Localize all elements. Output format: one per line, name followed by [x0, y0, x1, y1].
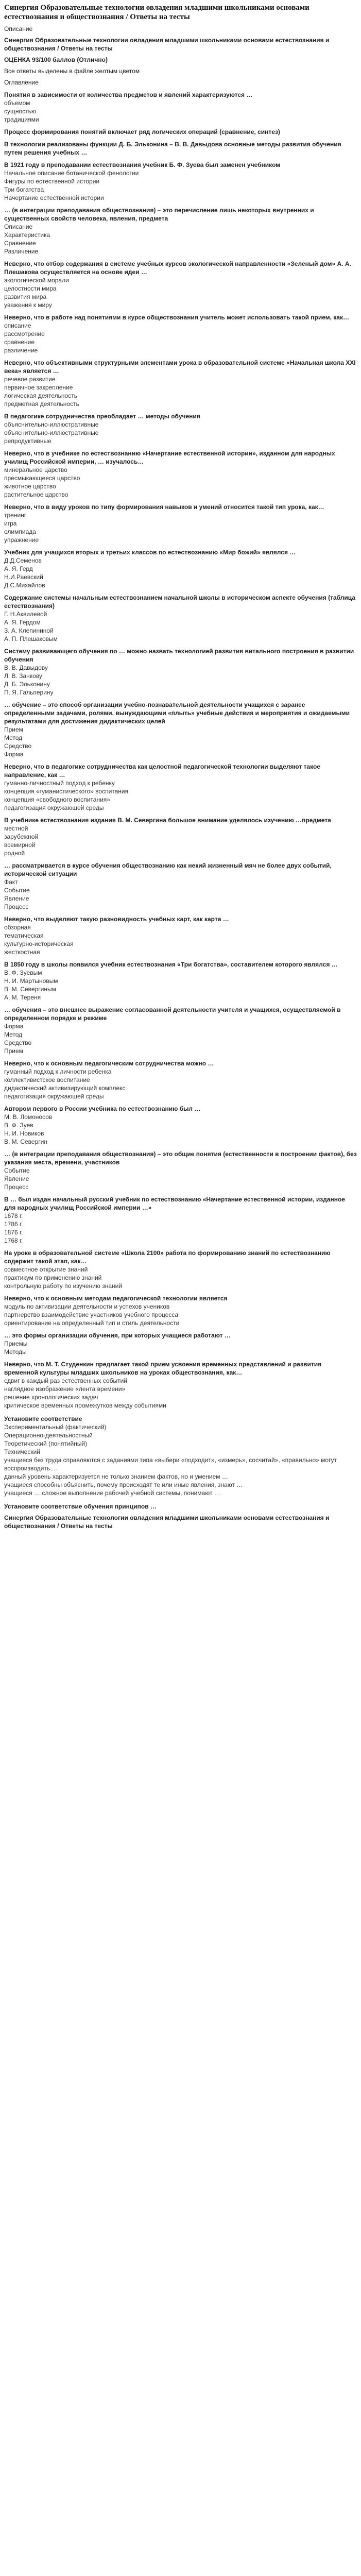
answer-option: критическое временных промежутков между событиями [4, 1402, 166, 1409]
question-text: Неверно, что в учебнике по естествознанию «Начертание естественной истории», изданном для народных училищ Российской империи, … изучалось… [4, 450, 335, 465]
answer-option: практикум по применению знаний [4, 1274, 102, 1281]
answer-option: Фигуры по естественной истории [4, 178, 100, 185]
answer-option: Средство [4, 1039, 32, 1046]
answer-option: Три богатства [4, 186, 44, 193]
answer-option: Явление [4, 1175, 29, 1182]
heading-line: ОЦЕНКА 93/100 баллов (Отлично) [4, 56, 108, 63]
question-text: Неверно, что в виду уроков по типу формирования навыков и умений относится такой тип урока, как… [4, 503, 324, 511]
question-text: … (в интеграции преподавания обществознания) – это перечисление лишь некоторых внутренних и существенных свойств человека, явления, предмета [4, 207, 314, 222]
answer-option: партнерство взаимодействие участников учебного процесса [4, 1311, 179, 1318]
answer-option: сравнение [4, 338, 35, 346]
answer-option: растительное царство [4, 491, 68, 498]
text-line: Все ответы выделены в файле желтым цветом [4, 67, 140, 75]
answer-option: обзорная [4, 924, 31, 931]
answer-option: Метод [4, 1031, 23, 1038]
answer-option: объяснительно-иллюстративные [4, 429, 99, 436]
answer-option: Начертание естественной истории [4, 194, 104, 201]
answer-option: Н.И.Раевский [4, 573, 43, 581]
answer-option: педагогизация окружающей среды [4, 804, 104, 811]
question-text: Систему развивающего обучения по … можно назвать технологией развития витального построения в развитии обучения [4, 648, 354, 663]
answer-option: объяснительно-иллюстративные [4, 421, 99, 428]
answer-option: Д.С.Михайлов [4, 582, 45, 589]
heading-line: Синергия Образовательные технологии овладения младшими школьниками основами естествознания и обществознания / Ответы на тесты [4, 37, 330, 52]
question-text: Неверно, что в педагогике сотрудничества как целостной педагогической технологии выделяют такое направление, как … [4, 763, 320, 778]
answer-option: упражнение [4, 536, 39, 544]
answer-option: развития мира [4, 293, 47, 300]
answer-option: речевое развитие [4, 376, 56, 383]
answer-option: экологической морали [4, 277, 69, 284]
answer-option: решение хронологических задач [4, 1394, 98, 1401]
question-text: В … был издан начальный русский учебник по естествознанию «Начертание естественной истории, изданное для народных училищ Российской империи …» [4, 1196, 345, 1211]
answer-option: модуль по активизации деятельности и успехов учеников [4, 1303, 170, 1310]
answer-option: всемирной [4, 841, 36, 849]
question-text: В 1921 году в преподавании естествознания учебник Б. Ф. Зуева был заменен учебником [4, 161, 280, 168]
answer-option: Д.Д.Семенов [4, 557, 42, 564]
answer-option: Событие [4, 887, 30, 894]
answer-option: Событие [4, 1167, 30, 1174]
text-line: Описание [4, 25, 33, 32]
answer-option: целостности мира [4, 285, 57, 292]
question-text: … обучения – это внешнее выражение согласованной деятельности учителя и учащихся, осуществляемой в определенном порядке и режиме [4, 1006, 341, 1022]
answer-option: учащиеся способны объяснить, почему происходят те или иные явления, знают … [4, 1481, 243, 1488]
answer-option: Приемы [4, 1340, 28, 1347]
answer-option: М. В. Ломоносов [4, 1113, 53, 1121]
answer-option: Форма [4, 751, 24, 758]
answer-option: тематическая [4, 932, 44, 939]
answer-option: различение [4, 347, 38, 354]
answer-option: Явление [4, 895, 29, 902]
answer-option: уважения к миру [4, 301, 52, 309]
answer-option: данный уровень характеризуется не только знанием фактов, но и умением … [4, 1473, 228, 1480]
question-text: Неверно, что к основным педагогическим сотрудничества можно … [4, 1060, 214, 1067]
answer-option: наглядное изображение «лента времени» [4, 1385, 126, 1393]
answer-option: животное царство [4, 483, 56, 490]
answer-option: П. Я. Гальперину [4, 689, 54, 696]
question-text: Неверно, что к основным методам педагогической технологии является [4, 1295, 228, 1302]
answer-option: предметная деятельность [4, 400, 79, 408]
answer-option: Д. Б. Эльконину [4, 681, 50, 688]
question-text: Неверно, что в работе над понятиями в курсе обществознания учитель может использовать такой прием, как… [4, 314, 349, 321]
question-text: В 1850 году в школы появился учебник естествознания «Три богатства», составителем которого являлся … [4, 961, 338, 968]
answer-option: З. А. Клепининой [4, 627, 54, 634]
answer-option: Технический [4, 1448, 40, 1455]
answer-option: Факт [4, 878, 18, 886]
answer-option: Операционно-деятельностный [4, 1432, 93, 1439]
question-text: Учебник для учащихся вторых и третьих классов по естествознанию «Мир божий» являлся … [4, 549, 296, 556]
answer-option: коллективистское воспитание [4, 1076, 90, 1083]
answer-option: описание [4, 322, 31, 329]
answer-option: игра [4, 520, 17, 527]
answer-option: ориентирование на определенный тип и стиль деятельности [4, 1319, 180, 1327]
answer-option: Процесс [4, 1183, 29, 1191]
answer-option: сдвиг в каждый раз естественных событий [4, 1377, 127, 1384]
question-text: Неверно, что выделяют такую разновидность учебных карт, как карта … [4, 916, 229, 923]
answer-option: В. В. Давыдову [4, 664, 48, 671]
question-text: На уроке в образовательной системе «Школа 2100» работа по формированию знаний по естествознанию содержит такой этап, как… [4, 1249, 331, 1265]
answer-option: гуманно-личностный подход к ребенку [4, 779, 115, 787]
section-heading: Установите соответствие обучения принципов … [4, 1503, 157, 1510]
answer-option: культурно-историческая [4, 940, 74, 947]
question-text: Автором первого в России учебника по естествознанию был … [4, 1105, 201, 1112]
answer-option: жесткостная [4, 948, 40, 956]
answer-option: Прием [4, 726, 23, 733]
question-text: … это формы организации обучения, при которых учащиеся работают … [4, 1332, 231, 1339]
answer-option: 1768 г. [4, 1237, 23, 1244]
answer-option: Различение [4, 248, 39, 255]
answer-option: Начальное описание ботанической фенологии [4, 170, 139, 177]
question-text: В педагогике сотрудничества преобладает … методы обучения [4, 413, 200, 420]
answer-option: Средство [4, 742, 32, 750]
answer-option: 1678 г. [4, 1212, 23, 1219]
answer-option: Г. Н.Аквилевой [4, 611, 47, 618]
question-text: Неверно, что объективными структурными элементами урока в образовательной системе «Начальная школа XXI века» является … [4, 359, 356, 375]
answer-option: контрольную работу по изучению знаний [4, 1282, 123, 1290]
answer-option: Л. В. Занкову [4, 672, 42, 680]
answer-option: местной [4, 825, 28, 832]
answer-option: Экспериментальный (фактический) [4, 1423, 107, 1431]
question-text: … (в интеграции преподавания обществознания) – это общие понятия (естественности в построении фактов), без указания места, времени, участников [4, 1150, 357, 1166]
page-title: Синергия Образовательные технологии овладения младшими школьниками основами естествознания и обществознания / Ответы на тесты [4, 4, 310, 21]
answer-option: минеральное царство [4, 466, 67, 473]
answer-option: зарубежной [4, 833, 39, 840]
answer-option: Н. И. Мартыновым [4, 977, 58, 985]
answer-option: Методы [4, 1348, 27, 1355]
question-text: Неверно, что М. Т. Студенкин предлагает такой прием усвоения временных представлений и развития временной культуры младших школьников на уроках обществознания, как… [4, 1361, 322, 1376]
answer-option: Описание [4, 223, 33, 230]
answer-option: А. Я. Гердом [4, 619, 41, 626]
answer-option: А. М. Тереня [4, 994, 41, 1001]
text-line: Оглавление [4, 79, 39, 86]
answer-option: В. Ф. Зуевым [4, 969, 42, 976]
section-heading: Установите соответствие [4, 1415, 82, 1422]
question-text: В учебнике естествознания издания В. М. Севергина большое внимание уделялось изучению …предмета [4, 817, 331, 824]
answer-option: репродуктивные [4, 437, 51, 445]
answer-option: родной [4, 850, 25, 857]
question-text: … обучение – это способ организации учебно-познавательной деятельности учащихся с заранее определенными задачами, ролями, вынуждающими «плыть» учебные действия и мероприятия и ожидаемыми результатами для достижения дидактических целей [4, 701, 350, 725]
answer-option: рассмотрение [4, 330, 45, 337]
answer-option: Характеристика [4, 231, 50, 239]
question-text: Процесс формирования понятий включает ряд логических операций (сравнение, синтез) [4, 128, 280, 135]
answer-option: 1876 г. [4, 1229, 23, 1236]
answer-option: Форма [4, 1023, 24, 1030]
question-text: Неверно, что отбор содержания в системе учебных курсов экологической направленности «Зеленый дом» А. А. Плешакова осуществляется на основе идеи … [4, 260, 351, 276]
answer-option: учащиеся … сложное выполнение рабочей учебной системы, понимают … [4, 1489, 220, 1497]
answer-option: А. Я. Герд [4, 565, 33, 572]
answer-option: Н. И. Новиков [4, 1130, 44, 1137]
question-text: Содержание системы начальным естествознанием начальной школы в историческом аспекте обучения (таблица естествознания) [4, 594, 355, 609]
answer-option: В. Ф. Зуев [4, 1122, 33, 1129]
answer-option: гуманный подход к личности ребенка [4, 1068, 112, 1075]
question-text: … рассматривается в курсе обучения обществознанию как некий жизненный мяч не более двух событий, исторической ситуации [4, 862, 332, 877]
answer-option: Прием [4, 1047, 23, 1055]
answer-option: В. М. Севергиным [4, 986, 56, 993]
answer-option: первичное закрепление [4, 384, 73, 391]
answer-option: Метод [4, 734, 23, 741]
answer-option: Сравнение [4, 240, 36, 247]
answer-option: учащиеся без труда справляются с заданиями типа «выбери «подходит», «измерь», сосчитай», «правильно» могут воспроизводить … [4, 1456, 337, 1472]
answer-option: концепция «свободного воспитания» [4, 796, 110, 803]
answer-option: объемом [4, 99, 30, 107]
answer-option: Процесс [4, 903, 29, 910]
question-text: В технологии реализованы функции Д. Б. Эльконина – В. В. Давыдова основные методы развития обучения путем решения учебных … [4, 141, 341, 156]
heading-line: Синергия Образовательные технологии овладения младшими школьниками основами естествознания и обществознания / Ответы на тесты [4, 1514, 330, 1530]
question-text: Понятия в зависимости от количества предметов и явлений характеризуются … [4, 91, 253, 98]
answer-option: совместное открытие знаний [4, 1266, 88, 1273]
answer-option: пресмыкающееся царство [4, 474, 80, 482]
answer-option: традициями [4, 116, 39, 123]
answer-option: педагогизация окружающей среды [4, 1093, 104, 1100]
answer-option: логическая деятельность [4, 392, 77, 399]
answer-option: 1786 г. [4, 1221, 23, 1228]
answer-option: олимпиада [4, 528, 36, 535]
answer-option: Теоретический (понятийный) [4, 1440, 88, 1447]
answer-option: А. П. Плешаковым [4, 635, 58, 642]
answer-option: дидактический активизирующий комплекс [4, 1084, 126, 1092]
answer-option: В. М. Севергин [4, 1138, 47, 1145]
document-body [4, 25, 357, 1530]
answer-option: тренинг [4, 512, 27, 519]
answer-option: сущностью [4, 108, 36, 115]
answer-option: концепция «гуманистического» воспитания [4, 788, 129, 795]
